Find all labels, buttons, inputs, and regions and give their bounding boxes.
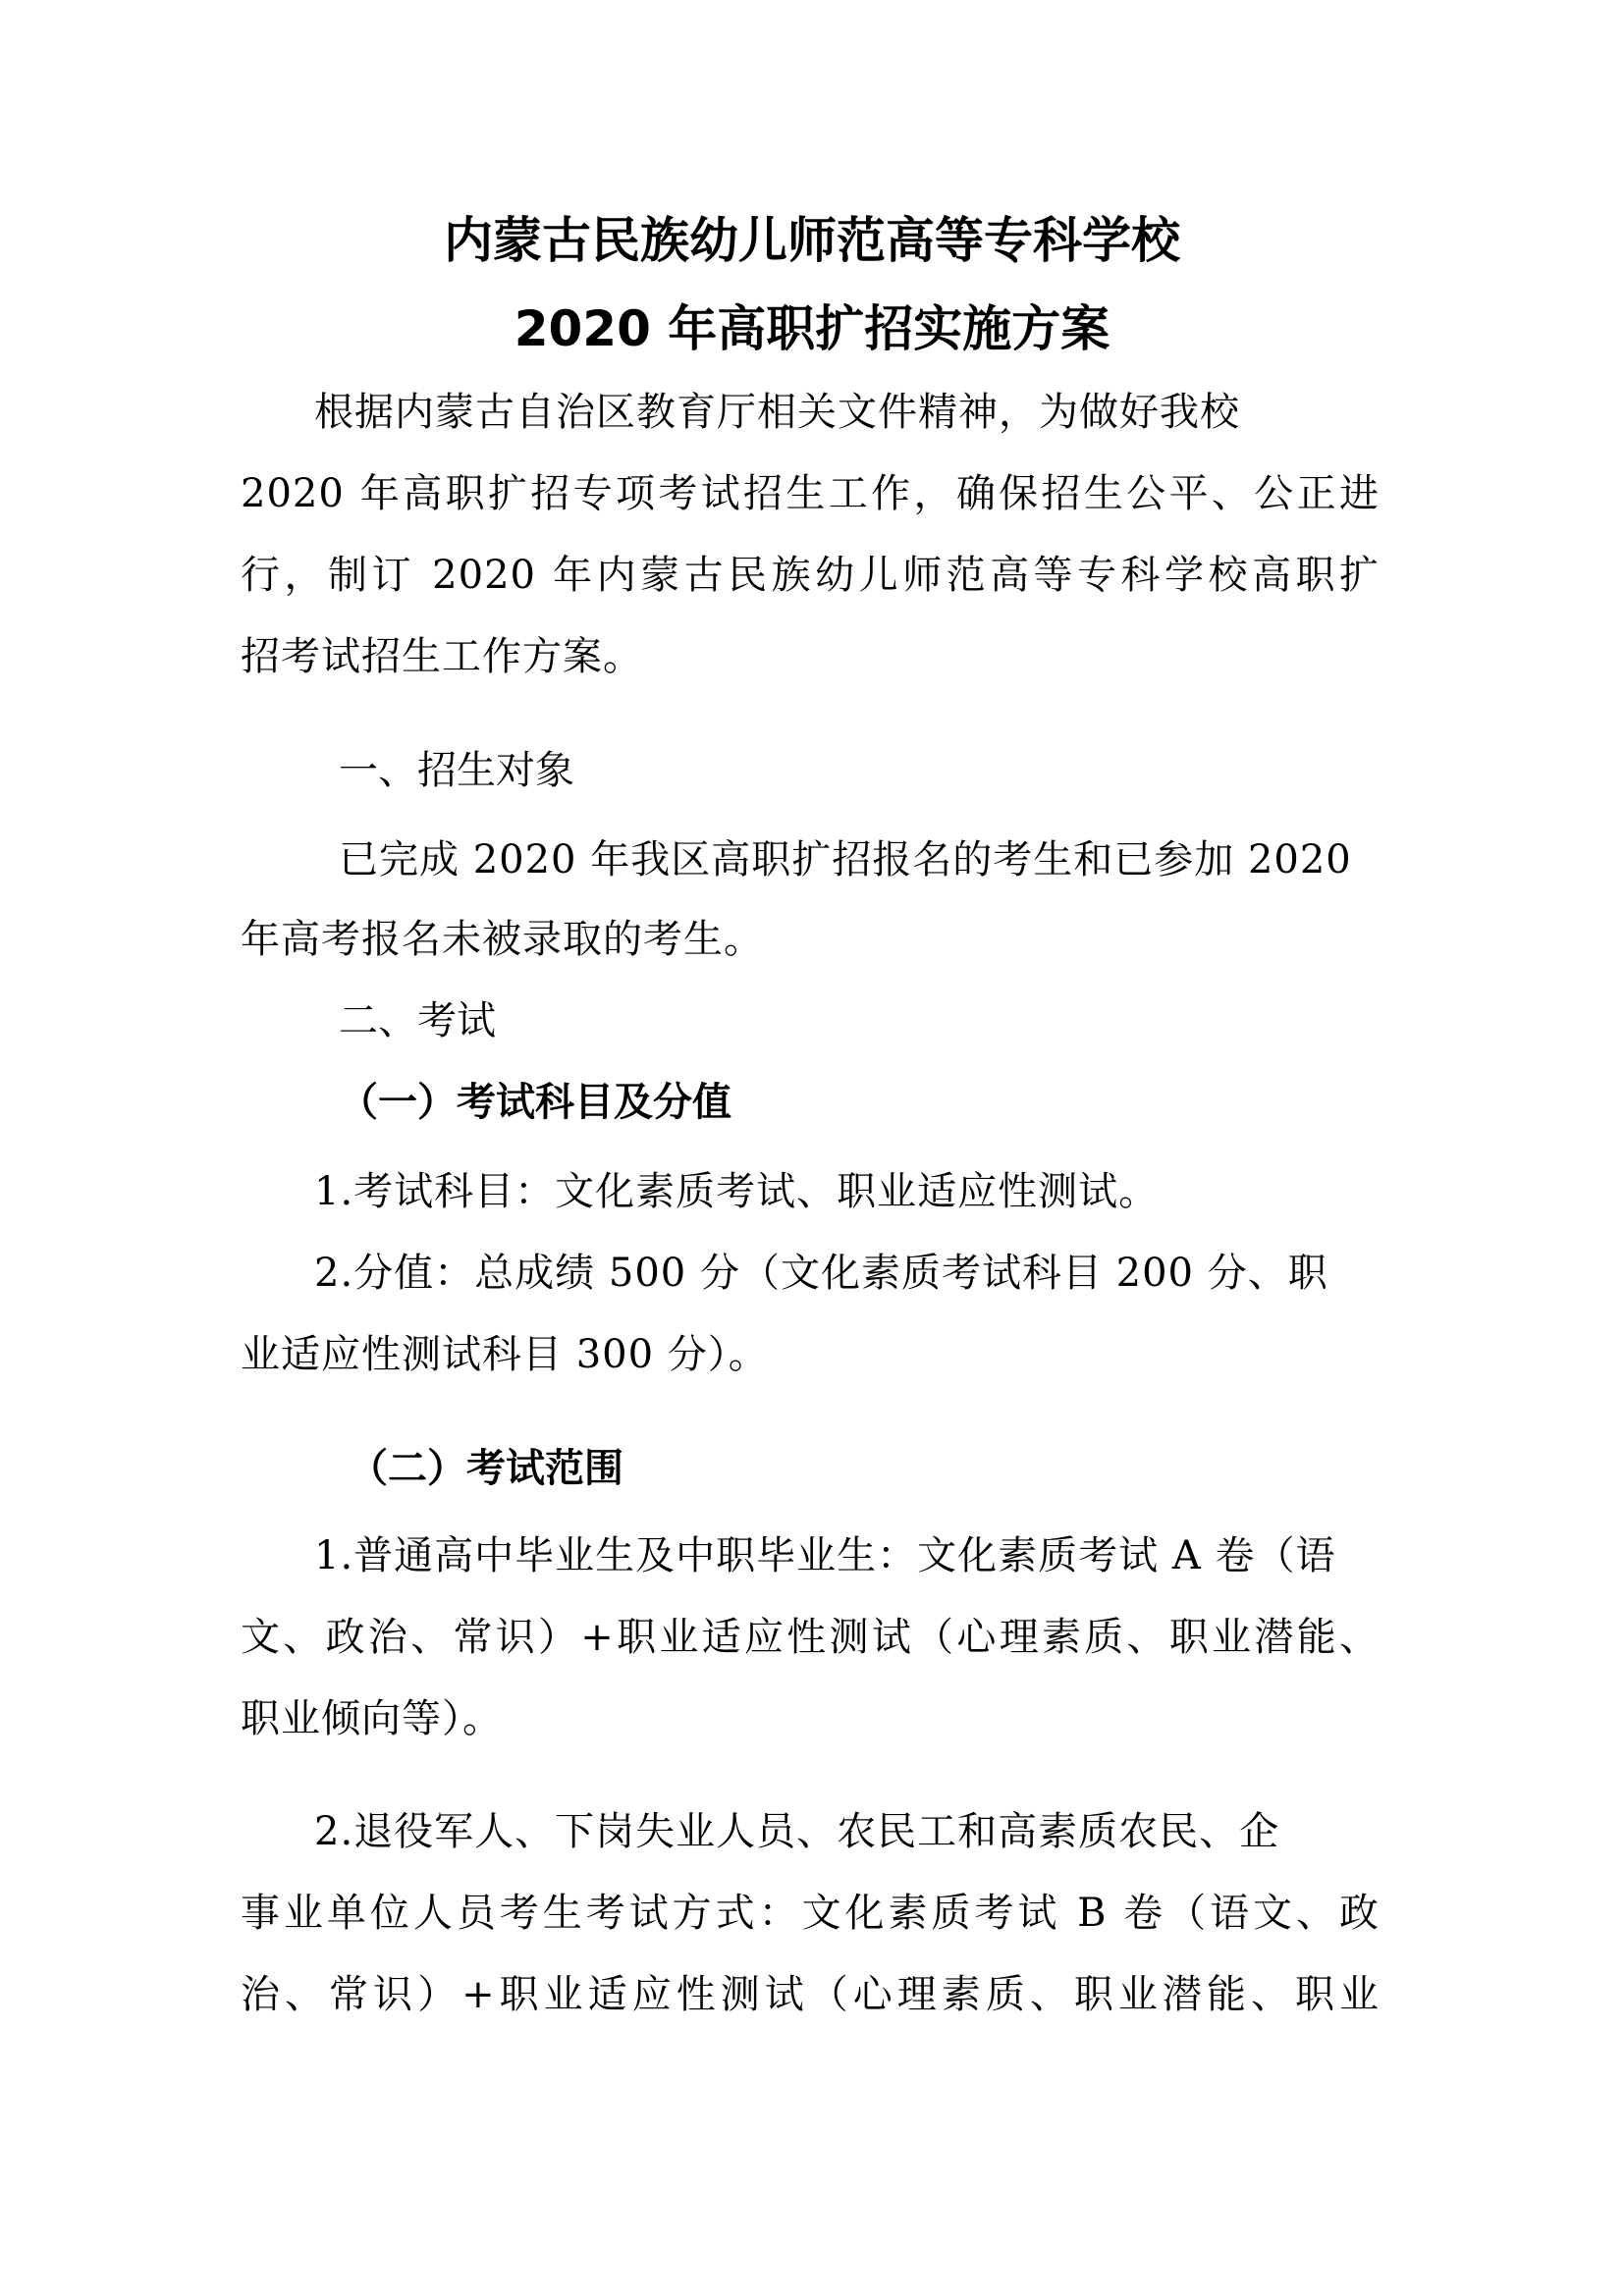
section1-heading: 一、招生对象 xyxy=(339,748,574,793)
section2-sub1-heading: （一）考试科目及分值 xyxy=(339,1080,731,1125)
section2-sub2-item2-line1: 2.退役军人、下岗失业人员、农民工和高素质农民、企 xyxy=(314,1809,1280,1854)
section2-sub2-item1-line2: 文、政治、常识）+职业适应性测试（心理素质、职业潜能、 xyxy=(241,1615,1380,1660)
document-title-line1: 内蒙古民族幼儿师范高等专科学校 xyxy=(444,212,1180,269)
section2-sub2-item2-line2: 事业单位人员考生考试方式：文化素质考试 B 卷（语文、政 xyxy=(241,1891,1380,1936)
intro-line-2: 2020 年高职扩招专项考试招生工作，确保招生公平、公正进 xyxy=(241,471,1380,516)
section2-sub2-heading: （二）考试范围 xyxy=(349,1446,623,1491)
section2-sub2-item2-line3: 治、常识）+职业适应性测试（心理素质、职业潜能、职业 xyxy=(241,1972,1380,2017)
section2-heading: 二、考试 xyxy=(339,998,496,1043)
section2-sub1-item2-line1: 2.分值：总成绩 500 分（文化素质考试科目 200 分、职 xyxy=(314,1251,1328,1296)
document-title-line2: 2020 年高职扩招实施方案 xyxy=(514,300,1110,357)
section2-sub1-item1: 1.考试科目：文化素质考试、职业适应性测试。 xyxy=(314,1169,1160,1214)
intro-line-4: 招考试招生工作方案。 xyxy=(241,634,643,679)
section2-sub2-item1-line1: 1.普通高中毕业生及中职毕业生：文化素质考试 A 卷（语 xyxy=(314,1533,1336,1578)
intro-line-1: 根据内蒙古自治区教育厅相关文件精神，为做好我校 xyxy=(314,390,1240,435)
intro-line-3: 行，制订 2020 年内蒙古民族幼儿师范高等专科学校高职扩 xyxy=(241,553,1380,598)
section1-line-1: 已完成 2020 年我区高职扩招报名的考生和已参加 2020 xyxy=(339,837,1352,882)
section2-sub1-item2-line2: 业适应性测试科目 300 分）。 xyxy=(241,1332,769,1377)
section1-line-2: 年高考报名未被录取的考生。 xyxy=(241,917,764,962)
section2-sub2-item1-line3: 职业倾向等）。 xyxy=(241,1696,503,1741)
